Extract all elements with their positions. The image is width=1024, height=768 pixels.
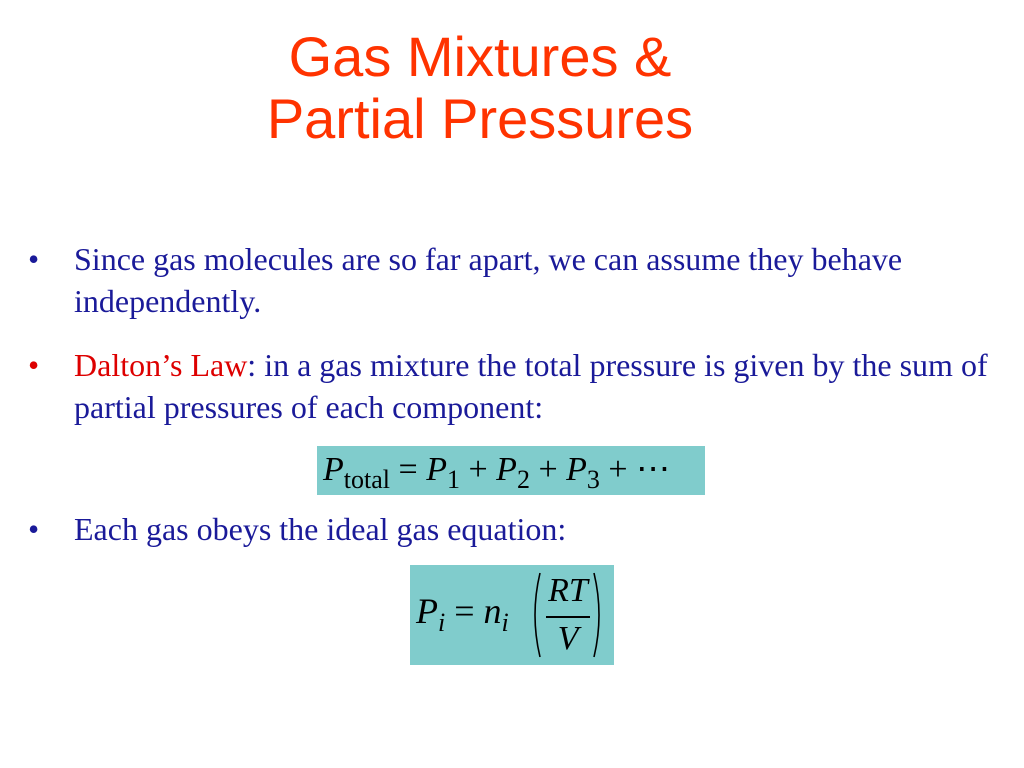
eq-subscript-i: i <box>501 608 509 637</box>
bullet-marker: • <box>28 347 40 383</box>
title-line-1: Gas Mixtures & <box>288 25 672 88</box>
bullet-marker: • <box>28 241 40 277</box>
bullet-text: Since gas molecules are so far apart, we can assume they behave independently. <box>74 241 903 319</box>
bullet-item-3 <box>28 508 998 550</box>
eq-equals: = <box>398 451 418 488</box>
eq-subscript-1: 1 <box>446 465 460 494</box>
daltons-law-term: Dalton’s Law <box>74 347 248 383</box>
eq-subscript-2: 2 <box>516 465 530 494</box>
eq-symbol-p: P <box>416 591 438 631</box>
eq-ellipsis: ⋯ <box>636 451 671 488</box>
eq-symbol-p: P <box>426 451 447 488</box>
eq-symbol-p: P <box>323 451 344 488</box>
eq-symbol-p: P <box>566 451 587 488</box>
daltons-law-equation <box>317 446 705 495</box>
eq-plus: + <box>538 451 558 488</box>
right-parenthesis-icon <box>592 571 606 659</box>
eq-plus: + <box>468 451 488 488</box>
eq-symbol-n: n <box>483 591 502 631</box>
eq-equals: = <box>454 591 475 631</box>
fraction-denominator: V <box>557 620 579 657</box>
ideal-gas-equation <box>410 565 614 665</box>
fraction-bar <box>546 616 590 618</box>
bullet-item-1 <box>28 238 998 322</box>
equation-text <box>323 448 670 494</box>
title-line-2: Partial Pressures <box>266 87 694 150</box>
bullet-marker: • <box>28 511 40 547</box>
eq-subscript-3: 3 <box>586 465 600 494</box>
bullet-text-rest: : in a gas mixture the total pressure is given by the sum of partial pressures of each component: <box>74 347 988 425</box>
eq-subscript-total: total <box>343 465 390 494</box>
eq-plus: + <box>608 451 628 488</box>
equation-lhs <box>416 589 509 637</box>
eq-symbol-p: P <box>496 451 517 488</box>
eq-subscript-i: i <box>438 608 446 637</box>
bullet-text <box>74 344 998 428</box>
bullet-text: Each gas obeys the ideal gas equation: <box>74 511 567 547</box>
fraction-numerator: RT <box>548 572 588 609</box>
bullet-item-2 <box>28 344 998 428</box>
